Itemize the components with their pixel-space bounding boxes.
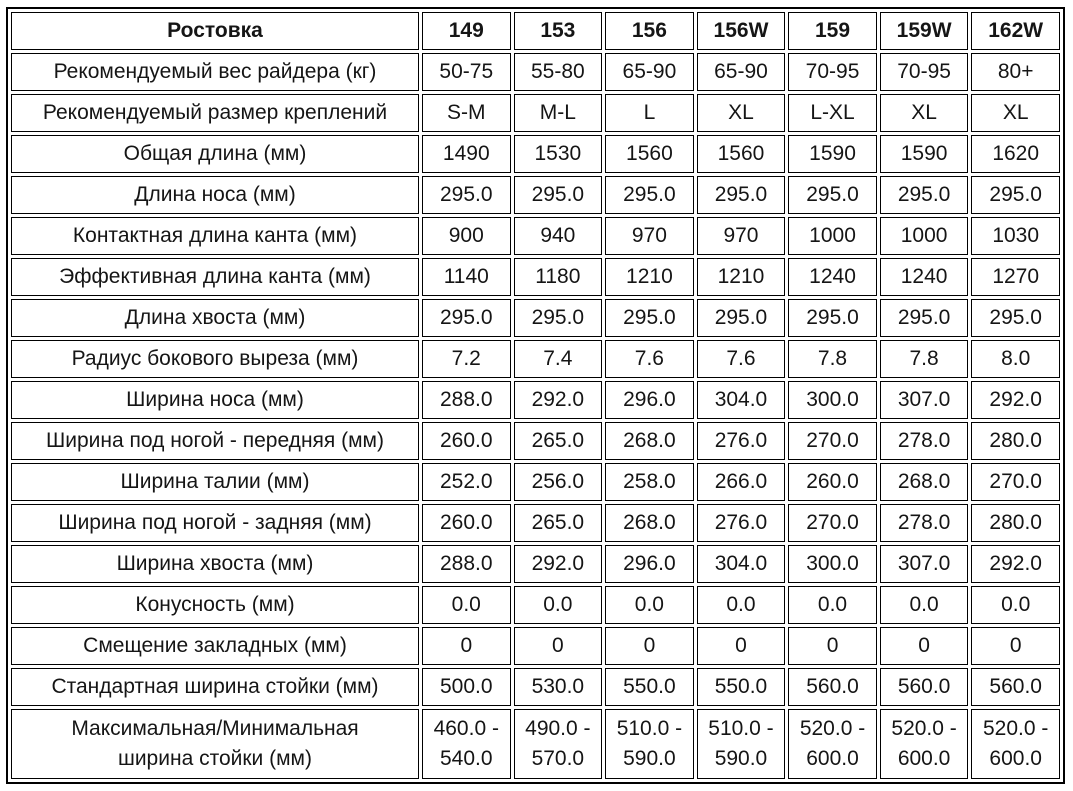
cell-value: 0	[788, 627, 877, 665]
cell-value: 65-90	[605, 53, 694, 91]
cell-value: 270.0	[788, 422, 877, 460]
cell-value: 7.8	[788, 340, 877, 378]
cell-value: 292.0	[514, 381, 603, 419]
cell-value: 1620	[971, 135, 1060, 173]
cell-value: 520.0 - 600.0	[880, 709, 969, 779]
cell-value: 292.0	[971, 381, 1060, 419]
table-row	[11, 53, 1060, 91]
cell-value: 1240	[788, 258, 877, 296]
table-row	[11, 668, 1060, 706]
table-row	[11, 340, 1060, 378]
cell-value: 295.0	[605, 176, 694, 214]
table-row	[11, 545, 1060, 583]
cell-value: 0.0	[514, 586, 603, 624]
table-row	[11, 299, 1060, 337]
table-row	[11, 381, 1060, 419]
cell-value: 520.0 - 600.0	[788, 709, 877, 779]
table-row	[11, 422, 1060, 460]
cell-value: 296.0	[605, 545, 694, 583]
cell-value: 0.0	[971, 586, 1060, 624]
cell-value: 1530	[514, 135, 603, 173]
cell-value: 460.0 - 540.0	[422, 709, 511, 779]
cell-value: 0.0	[880, 586, 969, 624]
cell-value: 500.0	[422, 668, 511, 706]
cell-value: 530.0	[514, 668, 603, 706]
spec-table-frame	[6, 7, 1065, 784]
row-label: Рекомендуемый вес райдера (кг)	[11, 53, 419, 91]
cell-value: 0	[514, 627, 603, 665]
column-header: 159	[788, 12, 877, 50]
cell-value: 1140	[422, 258, 511, 296]
cell-value: 307.0	[880, 545, 969, 583]
cell-value: 260.0	[422, 422, 511, 460]
row-label: Максимальная/Минимальная ширина стойки (мм)	[11, 709, 419, 779]
cell-value: 295.0	[422, 176, 511, 214]
cell-value: 278.0	[880, 422, 969, 460]
table-row	[11, 176, 1060, 214]
row-label: Смещение закладных (мм)	[11, 627, 419, 665]
cell-value: 288.0	[422, 381, 511, 419]
cell-value: 0	[422, 627, 511, 665]
cell-value: 1000	[788, 217, 877, 255]
row-label: Стандартная ширина стойки (мм)	[11, 668, 419, 706]
cell-value: 0.0	[422, 586, 511, 624]
cell-value: 55-80	[514, 53, 603, 91]
cell-value: 295.0	[514, 299, 603, 337]
snowboard-spec-table	[8, 9, 1063, 782]
column-header: 159W	[880, 12, 969, 50]
cell-value: M-L	[514, 94, 603, 132]
cell-value: 1560	[697, 135, 786, 173]
table-row	[11, 709, 1060, 779]
row-label: Ширина под ногой - задняя (мм)	[11, 504, 419, 542]
cell-value: 300.0	[788, 545, 877, 583]
cell-value: L-XL	[788, 94, 877, 132]
cell-value: 280.0	[971, 422, 1060, 460]
cell-value: 490.0 - 570.0	[514, 709, 603, 779]
cell-value: 304.0	[697, 381, 786, 419]
cell-value: 550.0	[697, 668, 786, 706]
column-header: 149	[422, 12, 511, 50]
cell-value: 304.0	[697, 545, 786, 583]
row-label: Длина носа (мм)	[11, 176, 419, 214]
row-label: Ширина носа (мм)	[11, 381, 419, 419]
table-row	[11, 258, 1060, 296]
header-row	[11, 12, 1060, 50]
cell-value: 296.0	[605, 381, 694, 419]
column-header: 153	[514, 12, 603, 50]
table-row	[11, 627, 1060, 665]
cell-value: 900	[422, 217, 511, 255]
cell-value: XL	[697, 94, 786, 132]
column-header: 156W	[697, 12, 786, 50]
cell-value: 0	[697, 627, 786, 665]
spec-table-body	[11, 53, 1060, 779]
row-label: Контактная длина канта (мм)	[11, 217, 419, 255]
cell-value: 1210	[605, 258, 694, 296]
table-row	[11, 135, 1060, 173]
cell-value: 7.4	[514, 340, 603, 378]
cell-value: 0.0	[605, 586, 694, 624]
row-label: Рекомендуемый размер креплений	[11, 94, 419, 132]
cell-value: 1490	[422, 135, 511, 173]
cell-value: 7.8	[880, 340, 969, 378]
cell-value: 295.0	[880, 176, 969, 214]
cell-value: 0	[880, 627, 969, 665]
cell-value: 0	[605, 627, 694, 665]
cell-value: 1560	[605, 135, 694, 173]
row-label: Конусность (мм)	[11, 586, 419, 624]
cell-value: 256.0	[514, 463, 603, 501]
cell-value: 260.0	[422, 504, 511, 542]
table-row	[11, 217, 1060, 255]
row-label: Эффективная длина канта (мм)	[11, 258, 419, 296]
cell-value: 0.0	[788, 586, 877, 624]
column-header: 156	[605, 12, 694, 50]
cell-value: 265.0	[514, 504, 603, 542]
cell-value: 560.0	[788, 668, 877, 706]
cell-value: 7.6	[605, 340, 694, 378]
cell-value: 288.0	[422, 545, 511, 583]
cell-value: 0.0	[697, 586, 786, 624]
row-label: Ширина талии (мм)	[11, 463, 419, 501]
cell-value: S-M	[422, 94, 511, 132]
cell-value: 970	[605, 217, 694, 255]
row-label: Ширина под ногой - передняя (мм)	[11, 422, 419, 460]
cell-value: 268.0	[605, 422, 694, 460]
table-row	[11, 586, 1060, 624]
cell-value: 1240	[880, 258, 969, 296]
cell-value: 295.0	[971, 299, 1060, 337]
cell-value: 1030	[971, 217, 1060, 255]
cell-value: 276.0	[697, 422, 786, 460]
cell-value: 252.0	[422, 463, 511, 501]
cell-value: XL	[971, 94, 1060, 132]
cell-value: 560.0	[971, 668, 1060, 706]
table-row	[11, 504, 1060, 542]
cell-value: 268.0	[880, 463, 969, 501]
cell-value: 1180	[514, 258, 603, 296]
cell-value: 300.0	[788, 381, 877, 419]
cell-value: 8.0	[971, 340, 1060, 378]
cell-value: 295.0	[697, 176, 786, 214]
cell-value: 292.0	[971, 545, 1060, 583]
cell-value: 65-90	[697, 53, 786, 91]
cell-value: 270.0	[971, 463, 1060, 501]
cell-value: 295.0	[605, 299, 694, 337]
cell-value: 7.6	[697, 340, 786, 378]
cell-value: 295.0	[788, 299, 877, 337]
cell-value: 0	[971, 627, 1060, 665]
cell-value: 70-95	[788, 53, 877, 91]
cell-value: 295.0	[514, 176, 603, 214]
cell-value: 1210	[697, 258, 786, 296]
cell-value: 510.0 - 590.0	[605, 709, 694, 779]
cell-value: 70-95	[880, 53, 969, 91]
cell-value: 260.0	[788, 463, 877, 501]
cell-value: 295.0	[697, 299, 786, 337]
cell-value: XL	[880, 94, 969, 132]
row-label: Ширина хвоста (мм)	[11, 545, 419, 583]
cell-value: 1590	[788, 135, 877, 173]
cell-value: 1270	[971, 258, 1060, 296]
cell-value: 292.0	[514, 545, 603, 583]
cell-value: 268.0	[605, 504, 694, 542]
cell-value: 1590	[880, 135, 969, 173]
header-cell-size-label: Ростовка	[11, 12, 419, 50]
cell-value: 258.0	[605, 463, 694, 501]
cell-value: 295.0	[788, 176, 877, 214]
row-label: Длина хвоста (мм)	[11, 299, 419, 337]
row-label: Общая длина (мм)	[11, 135, 419, 173]
cell-value: 265.0	[514, 422, 603, 460]
table-row	[11, 463, 1060, 501]
cell-value: 80+	[971, 53, 1060, 91]
cell-value: 560.0	[880, 668, 969, 706]
table-row	[11, 94, 1060, 132]
cell-value: 295.0	[971, 176, 1060, 214]
cell-value: L	[605, 94, 694, 132]
cell-value: 295.0	[422, 299, 511, 337]
cell-value: 1000	[880, 217, 969, 255]
cell-value: 510.0 - 590.0	[697, 709, 786, 779]
cell-value: 276.0	[697, 504, 786, 542]
cell-value: 50-75	[422, 53, 511, 91]
cell-value: 295.0	[880, 299, 969, 337]
column-header: 162W	[971, 12, 1060, 50]
cell-value: 550.0	[605, 668, 694, 706]
cell-value: 7.2	[422, 340, 511, 378]
cell-value: 270.0	[788, 504, 877, 542]
cell-value: 280.0	[971, 504, 1060, 542]
cell-value: 278.0	[880, 504, 969, 542]
cell-value: 307.0	[880, 381, 969, 419]
cell-value: 520.0 - 600.0	[971, 709, 1060, 779]
cell-value: 266.0	[697, 463, 786, 501]
cell-value: 940	[514, 217, 603, 255]
row-label: Радиус бокового выреза (мм)	[11, 340, 419, 378]
cell-value: 970	[697, 217, 786, 255]
